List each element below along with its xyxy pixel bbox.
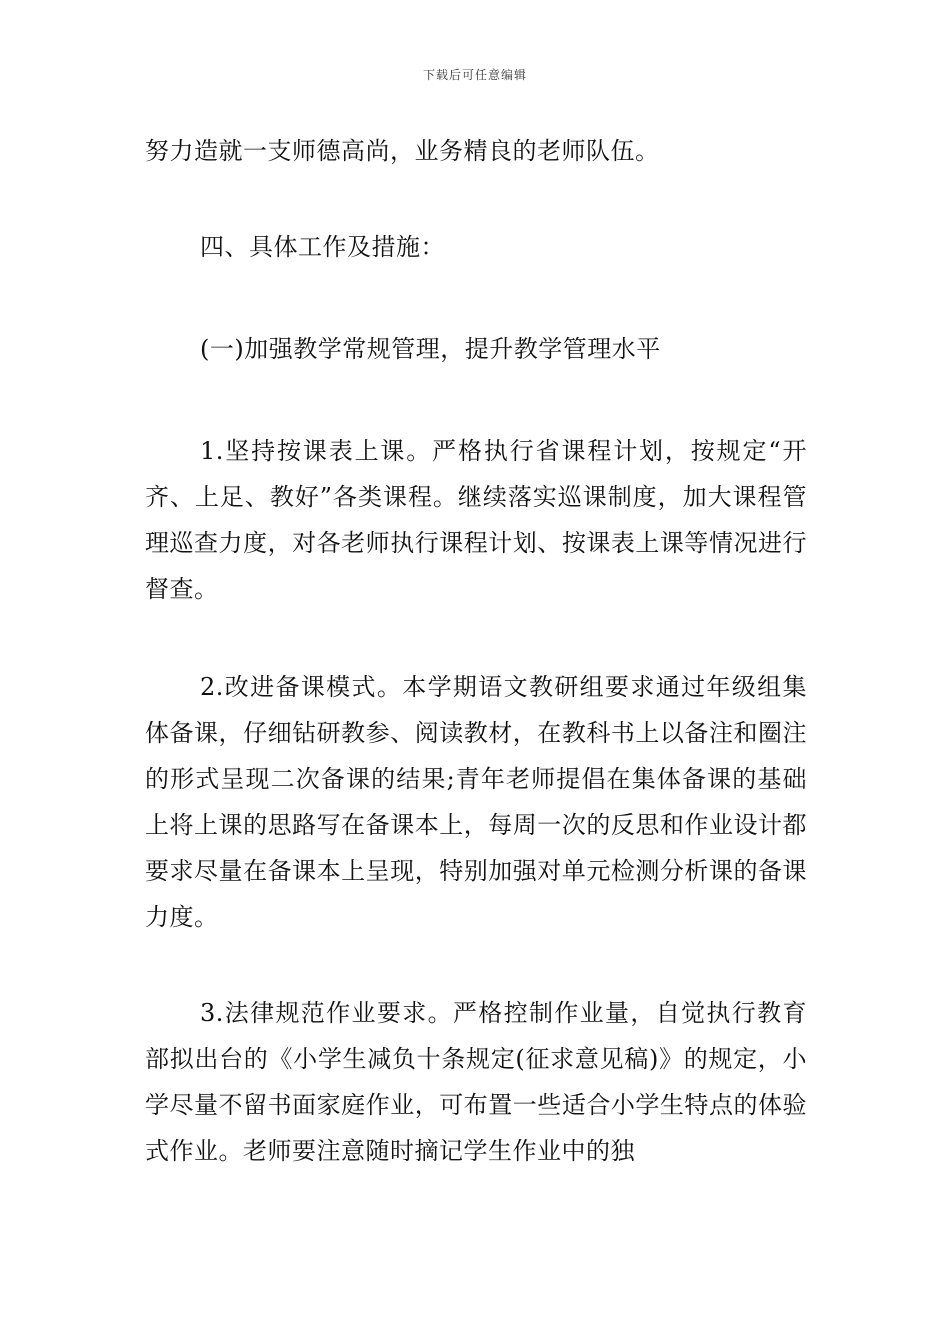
paragraph-item-1: 1.坚持按课表上课。严格执行省课程计划，按规定“开齐、上足、教好”各类课程。继续落实巡课制度，加大课程管理巡查力度，对各老师执行课程计划、按课表上课等情况进行督查。	[145, 437, 807, 603]
section-heading-four: 四、具体工作及措施：	[200, 233, 445, 261]
subsection-heading-one: (一)加强教学常规管理，提升教学管理水平	[200, 335, 661, 363]
paragraph-item-2: 2.改进备课模式。本学期语文教研组要求通过年级组集体备课，仔细钻研教参、阅读教材，在教科书上以备注和圈注的形式呈现二次备课的结果;青年老师提倡在集体备课的基础上将上课的思路写在备课本上，每周一次的反思和作业设计都要求尽量在备课本上呈现，特别加强对单元检测分析课的备课力度。	[145, 673, 807, 931]
paragraph-continuation: 努力造就一支师德高尚，业务精良的老师队伍。	[145, 137, 660, 165]
paragraph-item-3: 3.法律规范作业要求。严格控制作业量，自觉执行教育部拟出台的《小学生减负十条规定(征求意见稿)》的规定，小学尽量不留书面家庭作业，可布置一些适合小学生特点的体验式作业。老师要注意随时摘记学生作业中的独	[145, 999, 807, 1165]
document-body	[145, 128, 807, 1174]
page-header: 下载后可任意编辑	[422, 68, 527, 82]
